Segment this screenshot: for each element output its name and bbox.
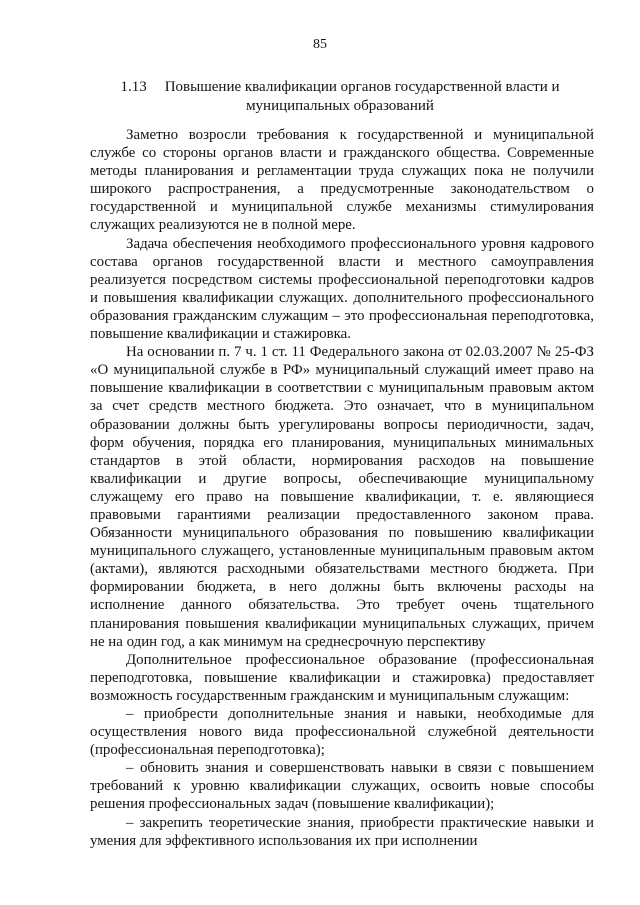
paragraph: Заметно возросли требования к государственной и муниципальной службе со стороны органов власти и гражданского общества. Современные методы планирования и регламентации труда служащих пока не получили широкого распространения, а предусмотренные законодательством о государственной и муниципальной службе механизмы стимулирования служащих реализуются не в полной мере. [90, 127, 594, 234]
section-number: 1.13 [120, 79, 147, 95]
section-title: Повышение квалификации органов государственной власти и муниципальных образований [164, 79, 560, 114]
paragraph: На основании п. 7 ч. 1 ст. 11 Федерального закона от 02.03.2007 № 25-ФЗ «О муниципальной службе в РФ» муниципальный служащий имеет право на повышение квалификации в соответствии с муниципальным правовым актом за счет средств местного бюджета. Это означает, что в муниципальном образовании должны быть урегулированы вопросы периодичности, задач, форм обучения, порядка его планирования, муниципальных минимальных стандартов в этой области, нормирования расходов на повышение квалификации и другие вопросы, обеспечивающие муниципальному служащему его право на повышение квалификации, т. е. являющиеся правовыми гарантиями реализации предоставленного законом права. Обязанности муниципального образования по повышению квалификации муниципального служащего, установленные муниципальным правовым актом (актами), являются расходными обязательствами местного бюджета. При формировании бюджета, в него должны быть включены расходы на исполнение данного обязательства. Это требует очень тщательного планирования повышения квалификации муниципальных служащих, причем не на один год, а как минимум на среднесрочную перспективу [90, 344, 594, 650]
paragraph: Дополнительное профессиональное образование (профессиональная переподготовка, повышение квалификации и стажировка) предоставляет возможность государственным гражданским и муниципальным служащим: [90, 651, 594, 704]
section-heading [100, 78, 580, 116]
list-item: – приобрести дополнительные знания и навыки, необходимые для осуществления нового вида профессиональной служебной деятельности (профессиональная переподготовка); [90, 706, 594, 759]
list-item: – обновить знания и совершенствовать навыки в связи с повышением требований к уровню квалификации служащих, освоить новые способы решения профессиональных задач (повышение квалификации); [90, 760, 594, 813]
page-number: 85 [313, 37, 327, 52]
paragraph: Задача обеспечения необходимого профессионального уровня кадрового состава органов государственной власти и местного самоуправления реализуется посредством системы профессиональной переподготовки кадров и повышения квалификации служащих. дополнительного профессионального образования гражданским служащим – это профессиональная переподготовка, повышение квалификации и стажировка. [90, 235, 594, 343]
body-text [90, 126, 594, 850]
list-item: – закрепить теоретические знания, приобрести практические навыки и умения для эффективного использования их при исполнении [90, 814, 594, 849]
